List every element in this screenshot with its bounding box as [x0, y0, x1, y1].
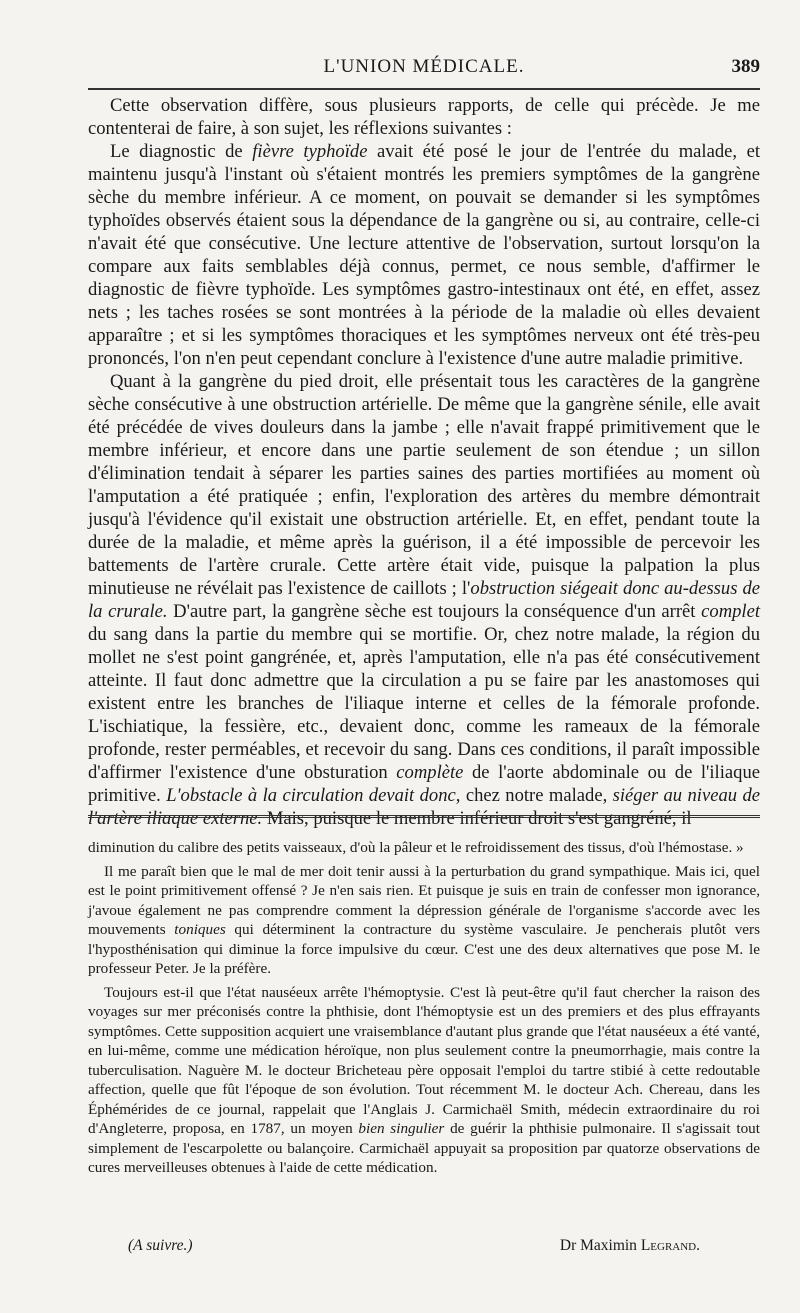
paragraph: Cette observation diffère, sous plusieurs rapports, de celle qui précède. Je me contenterai de faire, à son sujet, les réflexions suivantes : — [88, 95, 760, 139]
author-signature — [560, 1237, 700, 1255]
paragraph: diminution du calibre des petits vaisseaux, d'où la pâleur et le refroidissement des tissus, d'où l'hémostase. » — [88, 839, 744, 856]
main-article-text — [88, 94, 760, 830]
author-prefix: Dr Maximin — [559, 1237, 637, 1254]
page-header — [88, 52, 760, 82]
feuilleton-text — [88, 838, 760, 1182]
signature-line — [88, 1237, 760, 1261]
paragraph: Toujours est-il que l'état nauséeux arrête l'hémoptysie. C'est là peut-être qu'il faut chercher la raison des voyages sur mer préconisés contre la phthisie, dont l'hémoptysie est un des premiers et des plus effrayants symptômes. Cette supposition acquiert une vraisemblance d'autant plus grande que l'état nauséeux a été vanté, en lui-même, comme une médication héroïque, non plus seulement contre la pneumorrhagie, mais contre la tuberculisation. Naguère M. le docteur Bricheteau père opposait l'emploi du tartre stibié à cette redoutable affection, quelle que fût l'époque de son évolution. Tout récemment M. le docteur Ach. Chereau, dans les Éphémérides de ce journal, rappelait que l'Anglais J. Carmichaël Smith, médecin extraordinaire du roi d'Angleterre, proposa, en 1787, un moyen bien singulier de guérir la phthisie pulmonaire. Il s'agissait tout simplement de l'escarpolette ou balançoire. Carmichaël appuyait sa proposition par quatorze observations de cures merveilleuses obtenues à l'aide de cette médication. — [88, 983, 760, 1176]
paragraph: Il me paraît bien que le mal de mer doit tenir aussi à la perturbation du grand sympathique. Mais ici, quel est le point primitivement offensé ? Je n'en sais rien. Et puisque je suis en train de confesser mon ignorance, j'avoue également ne pas comprendre comment la dépression générale de l'organisme s'accorde avec les mouvements toniques qui déterminent la contracture du système vasculaire. Je pencherais plutôt vers l'hyposthénisation qui diminue la force impulsive du cœur. C'est une des deux alternatives que pose M. le professeur Peter. Je la préfère. — [88, 862, 760, 977]
paragraph: Le diagnostic de fièvre typhoïde avait été posé le jour de l'entrée du malade, et maintenu jusqu'à l'instant où s'étaient montrés les premiers symptômes de la gangrène sèche du membre inférieur. A ce moment, on pouvait se demander si les symptômes typhoïdes observés étaient sous la dépendance de la gangrène ou si, au contraire, celle-ci n'avait été que consécutive. Une lecture attentive de l'observation, surtout lorsqu'on la compare aux faits semblables déjà connus, permet, ce nous semble, d'affirmer le diagnostic de fièvre typhoïde. Les symptômes gastro-intestinaux ont été, en effet, assez nets ; les taches rosées se sont montrées à la période de la maladie où elles devaient apparaître ; et si les symptômes thoraciques et les symptômes nerveux ont été très-peu prononcés, l'on n'en peut cependant conclure à l'existence d'une autre maladie primitive. — [88, 141, 760, 369]
section-divider — [88, 815, 760, 822]
page-number: 389 — [731, 56, 760, 77]
header-rule — [88, 88, 760, 90]
journal-page — [88, 0, 760, 1313]
journal-title: L'UNION MÉDICALE. — [323, 56, 525, 77]
paragraph: Quant à la gangrène du pied droit, elle présentait tous les caractères de la gangrène sèche consécutive à une obstruction artérielle. De même que la gangrène sénile, elle avait été précédée de vives douleurs dans la jambe ; elle n'avait frappé primitivement que le membre inférieur, et encore dans une partie seulement de son étendue ; un sillon d'élimination tendait à séparer les parties saines des parties mortifiées au moment où l'amputation a été pratiquée ; enfin, l'exploration des artères du membre démontrait jusqu'à l'évidence qu'il existait une obstruction artérielle. Et, en effet, pendant toute la durée de la maladie, et même après la guérison, il a été impossible de percevoir les battements de l'artère crurale. Cette artère était vide, puisque la palpation la plus minutieuse ne révélait pas l'existence de caillots ; l'obstruction siégeait donc au-dessus de la crurale. D'autre part, la gangrène sèche est toujours la conséquence d'un arrêt complet du sang dans la partie du membre qui se mortifie. Or, chez notre malade, la région du mollet ne s'est point gangrénée, et, après l'amputation, elle n'a pas été consécutivement atteinte. Il faut donc admettre que la circulation a pu se faire par les anastomoses qui existent entre les branches de l'iliaque interne et celles de la fémorale profonde. L'ischiatique, la fessière, etc., devaient donc, comme les rameaux de la fémorale profonde, rester perméables, et recevoir du sang. Dans ces conditions, il paraît impossible d'affirmer l'existence d'une obsturation complète de l'aorte abdominale ou de l'iliaque primitive. L'obstacle à la circulation devait donc, chez notre malade, siéger au niveau de l'artère iliaque externe. Mais, puisque le membre inférieur droit s'est gangréné, il — [88, 371, 761, 829]
continuation-note: (A suivre.) — [128, 1237, 193, 1254]
author-name: Legrand. — [640, 1237, 700, 1254]
